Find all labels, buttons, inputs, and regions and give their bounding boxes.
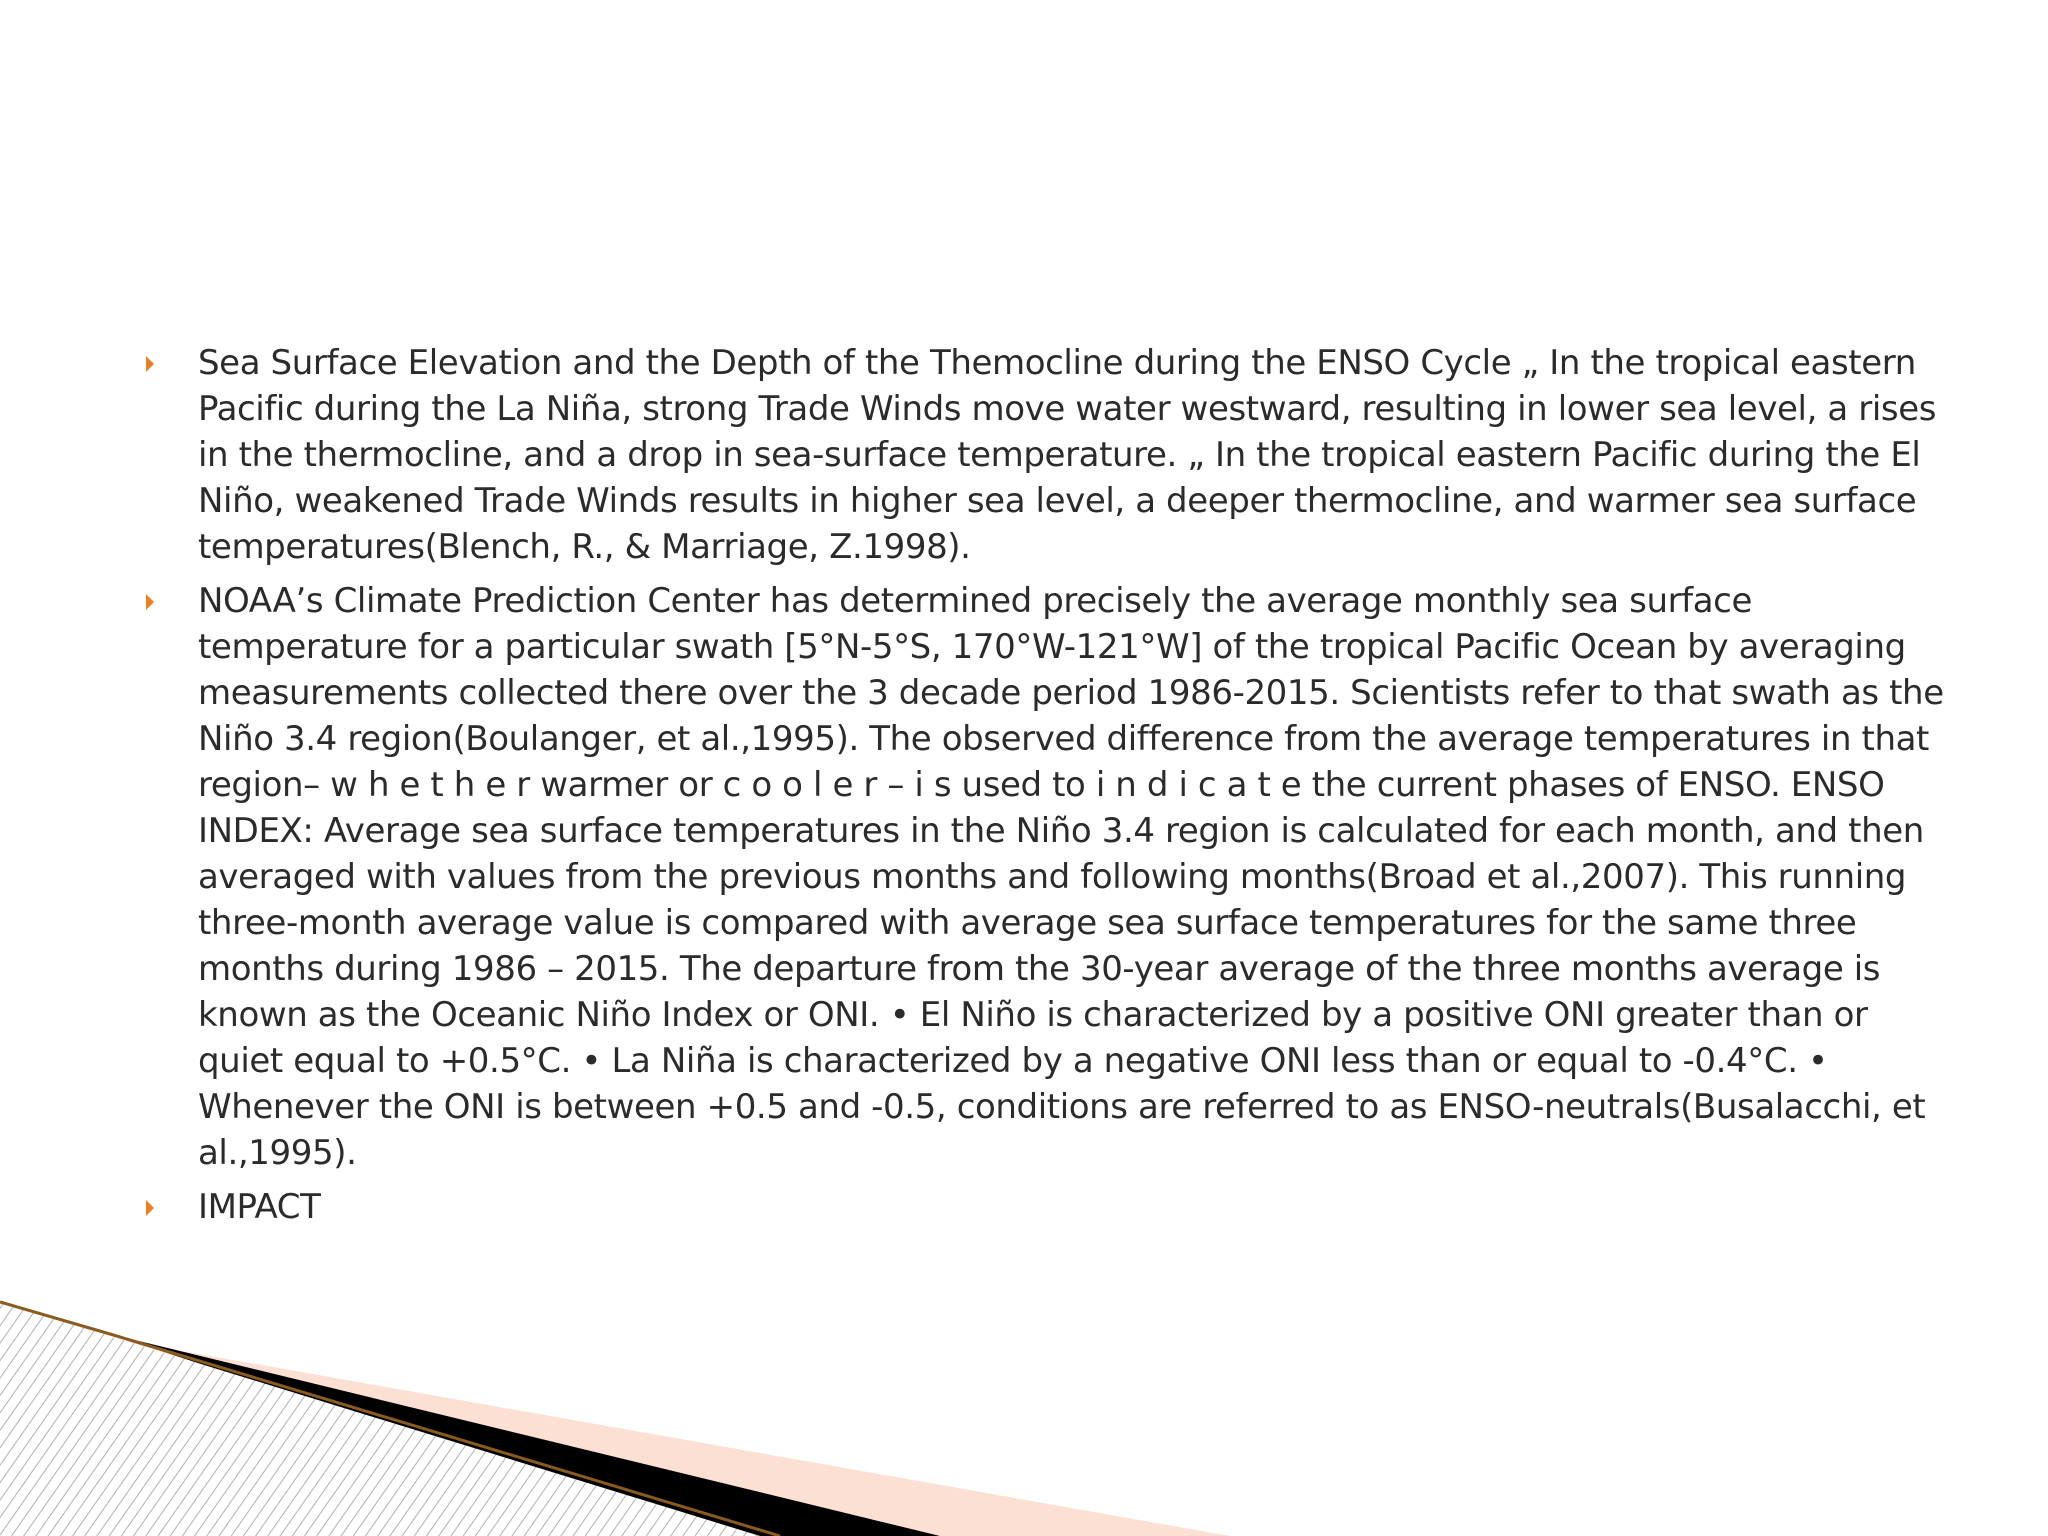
bullet-list (146, 340, 1946, 1238)
bullet-text: IMPACT (198, 1187, 321, 1227)
bullet-item (146, 1184, 1946, 1230)
triangle-bullet-icon (146, 1200, 154, 1216)
bullet-item (146, 578, 1946, 1176)
bullet-text: Sea Surface Elevation and the Depth of the Themocline during the ENSO Cycle „ In the tropical eastern Pacific during the La Niña, strong Trade Winds move water westward, resulting in lower sea level, a rises in the thermocline, and a drop in sea-surface temperature. „ In the tropical eastern Pacific during the El Niño, weakened Trade Winds results in higher sea level, a deeper thermocline, and warmer sea surface temperatures(Blench, R., & Marriage, Z.1998). (198, 343, 1937, 567)
bullet-text: NOAA’s Climate Prediction Center has determined precisely the average monthly sea surface temperature for a particular swath [5°N-5°S, 170°W-121°W] of the tropical Pacific Ocean by averaging measurements collected there over the 3 decade period 1986-2015. Scientists refer to that swath as the Niño 3.4 region(Boulanger, et al.,1995). The observed difference from the average temperatures in that region– w h e t h e r warmer or c o o l e r – i s used to i n d i c a t e the current phases of ENSO. ENSO INDEX: Average sea surface temperatures in the Niño 3.4 region is calculated for each month, and then averaged with values from the previous months and following months(Broad et al.,2007). This running three-month average value is compared with average sea surface temperatures for the same three months during 1986 – 2015. The departure from the 30-year average of the three months average is known as the Oceanic Niño Index or ONI. • El Niño is characterized by a positive ONI greater than or quiet equal to +0.5°C. • La Niña is characterized by a negative ONI less than or equal to -0.4°C. • Whenever the ONI is between +0.5 and -0.5, conditions are referred to as ENSO-neutrals(Busalacchi, et al.,1995). (198, 581, 1944, 1173)
bullet-item (146, 340, 1946, 570)
triangle-bullet-icon (146, 356, 154, 372)
triangle-bullet-icon (146, 594, 154, 610)
wave-decoration (0, 1290, 2048, 1536)
